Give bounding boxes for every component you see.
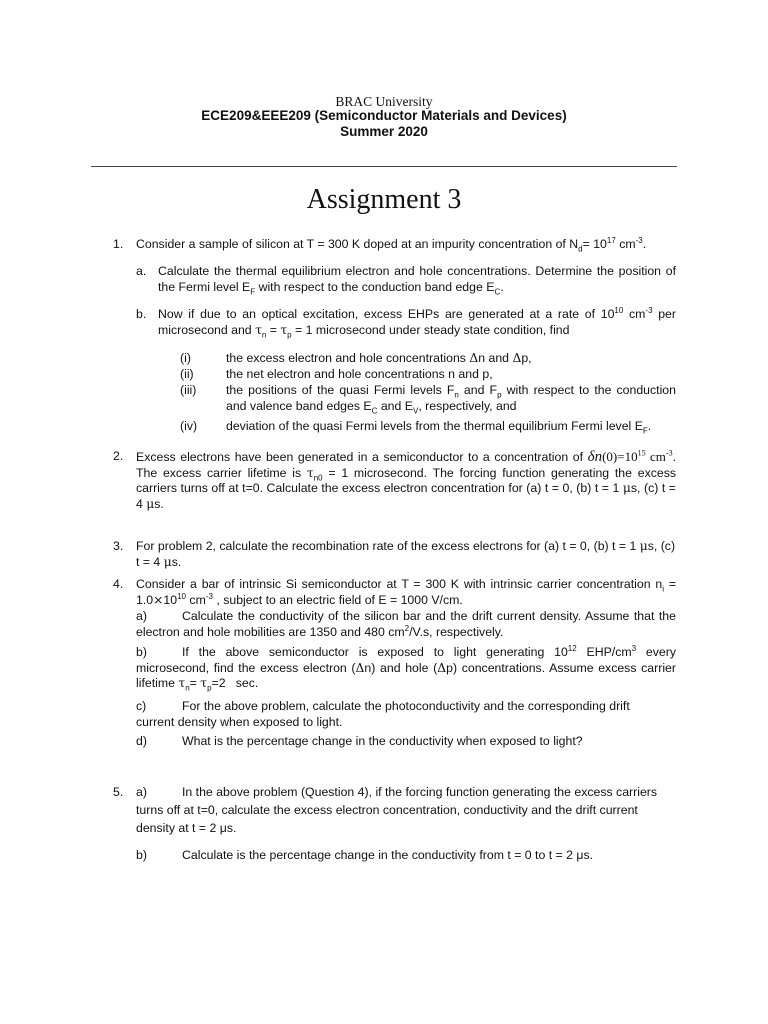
header-divider	[91, 166, 677, 167]
part-label: (iv)	[180, 419, 198, 433]
sub-question-text: Now if due to an optical excitation, excess EHPs are generated at a rate of $10^{10}$ $cm^{-3}$ per microsecond and $\tau_n = \tau_p = 1$ microsecond under steady state condition, find	[158, 305, 676, 339]
page-title: Assignment 3	[306, 184, 462, 215]
part-text: the net electron and hole concentrations n and p,	[226, 367, 493, 381]
sub-question-c	[0, 699, 768, 715]
question-4	[0, 577, 768, 757]
university-name: BRAC University	[335, 94, 433, 109]
sub-question-b	[136, 848, 676, 864]
sub-question-text: current density when exposed to light.	[136, 715, 343, 729]
sub-question-text: What is the percentage change in the conductivity when exposed to light?	[182, 734, 583, 748]
part-label: (ii)	[180, 367, 194, 381]
sub-question-b: b) If the above semiconductor is exposed to light generating $10^{12}$ EHP/$cm^3$ every microsecond, find the excess electron (Δn) and hole (Δp) concentrations. Assume excess carrier lifetime $\tau_n= \tau_p=2$ sec.	[136, 643, 676, 693]
sub-question-text: For the above problem, calculate the photoconductivity and the corresponding drift	[182, 699, 630, 713]
part-label: (iii)	[180, 383, 197, 397]
sub-question-text: Calculate the thermal equilibrium electron and hole concentrations. Determine the position of the Fermi level $E_F$ with respect to the conduction band edge $E_C$.	[158, 264, 676, 296]
question-text: For problem 2, calculate the recombination rate of the excess electrons for (a) t = 0, (b) t = 1 μs, (c) t = 4 μs.	[136, 539, 676, 569]
sub-label: d)	[136, 734, 147, 748]
sub-question-text: turns off at t=0, calculate the excess electron concentration, conductivity and the drift current	[136, 803, 638, 817]
sub-label: a)	[136, 785, 147, 799]
sub-label: b.	[136, 307, 147, 321]
sub-label: a)	[136, 609, 147, 623]
part-label: (i)	[180, 351, 191, 365]
question-2	[0, 449, 768, 524]
sub-question-text: density at t = 2 μs.	[136, 821, 237, 835]
part-text: the excess electron and hole concentrations Δn and Δp,	[226, 351, 532, 365]
sub-question-c-cont	[0, 715, 768, 731]
question-number: 1.	[113, 237, 124, 251]
course-title: ECE209&EEE209 (Semiconductor Materials and Devices)	[201, 108, 567, 123]
sub-question-d	[0, 734, 768, 750]
term: Summer 2020	[340, 124, 428, 139]
part-text: deviation of the quasi Fermi levels from the thermal equilibrium Fermi level $E_F$.	[226, 419, 652, 436]
part-text: the positions of the quasi Fermi levels $F_n$ and $F_p$ with respect to the conduction and valence band edges $E_C$ and $E_V$, respectively, and	[226, 383, 676, 415]
sub-question-text: In the above problem (Question 4), if the forcing function generating the excess carriers	[182, 785, 658, 799]
sub-question-text: Calculate is the percentage change in the conductivity from t = 0 to t = 2 μs.	[182, 848, 594, 862]
question-1	[0, 237, 768, 437]
sub-label: b)	[136, 848, 147, 862]
question-text: Consider a bar of intrinsic Si semiconductor at T = 300 K with intrinsic carrier concentration $n_i = 1.0\times 10^{10}$ $cm^{-3}$ , subject to an electric field of E = 1000 V/cm.	[136, 577, 676, 607]
question-3	[0, 539, 768, 571]
question-number: 2.	[113, 449, 124, 463]
question-text: Consider a sample of silicon at T = 300 K doped at an impurity concentration of $N_d= 10^{17}$ $cm^{-3}$.	[136, 235, 647, 254]
sub-label: c)	[136, 699, 147, 713]
sub-label: b)	[136, 645, 147, 659]
sub-question-a: a) Calculate the conductivity of the silicon bar and the drift current density. Assume that the electron and hole mobilities are 1350 and 480 $cm^2/V.s$, respectively.	[136, 609, 676, 639]
question-number: 5.	[113, 785, 124, 799]
question-number: 3.	[113, 539, 124, 553]
question-number: 4.	[113, 577, 124, 591]
question-text: Excess electrons have been generated in a semiconductor to a concentration of $\delta n(0)=10^{15}$ $cm^{-3}$. The excess carrier lifetime is $\tau_{n0} = 1$ microsecond. The forcing function generating the excess carriers turns off at t=0. Calculate the excess electron concentration for (a) t = 0, (b) t = 1 μs, (c) t = 4 μs.	[136, 448, 677, 511]
sub-question-a	[136, 785, 676, 801]
sub-label: a.	[136, 264, 147, 278]
question-5	[0, 785, 768, 870]
